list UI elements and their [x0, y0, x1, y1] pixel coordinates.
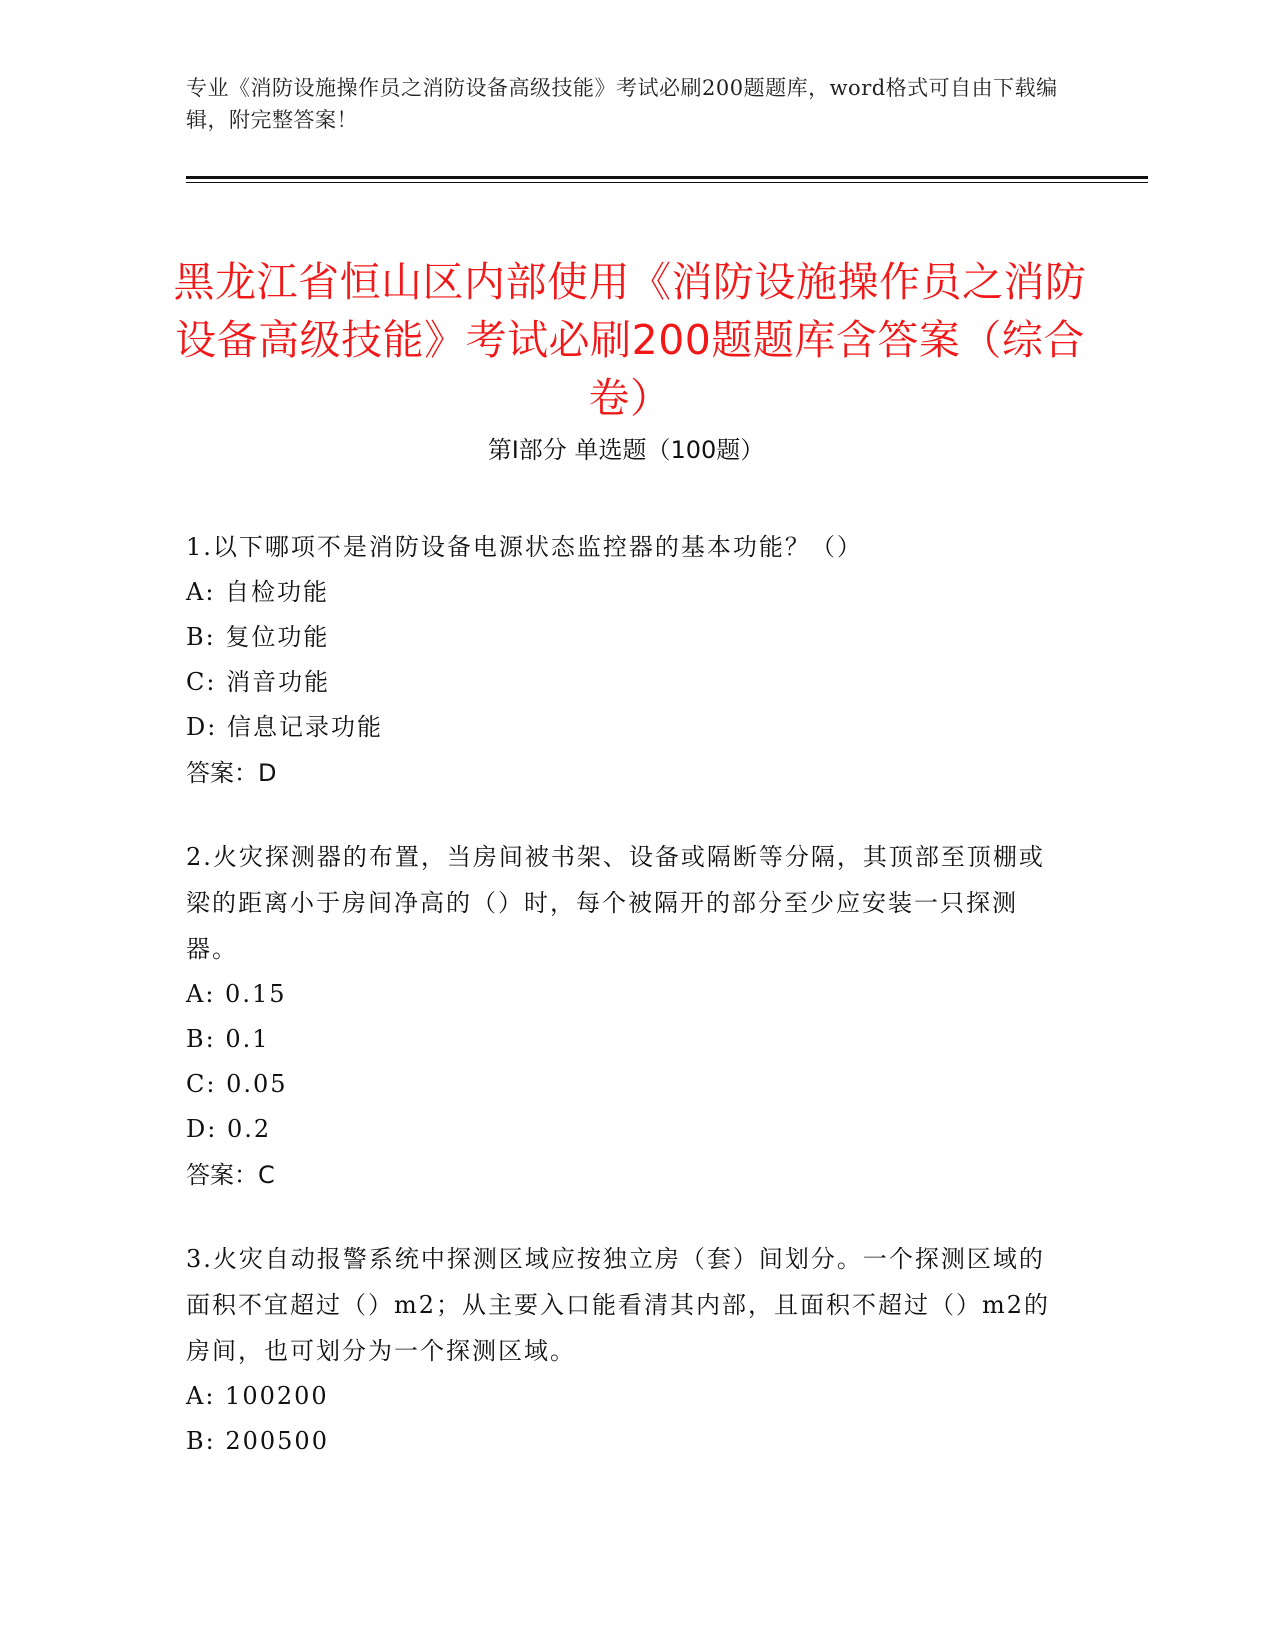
answer: 答案：C [186, 1161, 275, 1189]
question-stem: 3.火灾自动报警系统中探测区域应按独立房（套）间划分。一个探测区域的面积不宜超过（）m2；从主要入口能看清其内部，且面积不超过（）m2的房间，也可划分为一个探测区域。 [186, 1245, 1051, 1365]
option-d: D: 信息记录功能 [186, 713, 383, 741]
section-heading: 第Ⅰ部分 单选题（100题） [487, 436, 765, 464]
option-a: A: 0.15 [186, 980, 287, 1008]
option-b: B: 200500 [186, 1427, 329, 1455]
answer: 答案：D [186, 759, 277, 787]
question-stem: 2.火灾探测器的布置，当房间被书架、设备或隔断等分隔，其顶部至顶棚或梁的距离小于房间净高的（）时，每个被隔开的部分至少应安装一只探测器。 [186, 843, 1045, 963]
question-stem: 1.以下哪项不是消防设备电源状态监控器的基本功能？（） [186, 533, 863, 561]
header-divider-thick [186, 176, 1148, 179]
option-a: A: 100200 [186, 1382, 329, 1410]
option-a: A: 自检功能 [186, 578, 330, 606]
header-divider-thin [186, 182, 1148, 183]
question-list [186, 524, 1056, 1502]
option-b: B: 复位功能 [186, 623, 330, 651]
option-c: C: 消音功能 [186, 668, 331, 696]
option-b: B: 0.1 [186, 1025, 270, 1053]
option-c: C: 0.05 [186, 1070, 288, 1098]
document-title: 黑龙江省恒山区内部使用《消防设施操作员之消防设备高级技能》考试必刷200题题库含答案（综合卷） [173, 258, 1087, 423]
option-d: D: 0.2 [186, 1115, 272, 1143]
header-note: 专业《消防设施操作员之消防设备高级技能》考试必刷200题题库，word格式可自由下载编辑，附完整答案！ [186, 76, 1058, 132]
question-2 [186, 834, 1056, 1198]
question-1 [186, 524, 1056, 796]
question-3 [186, 1236, 1056, 1464]
